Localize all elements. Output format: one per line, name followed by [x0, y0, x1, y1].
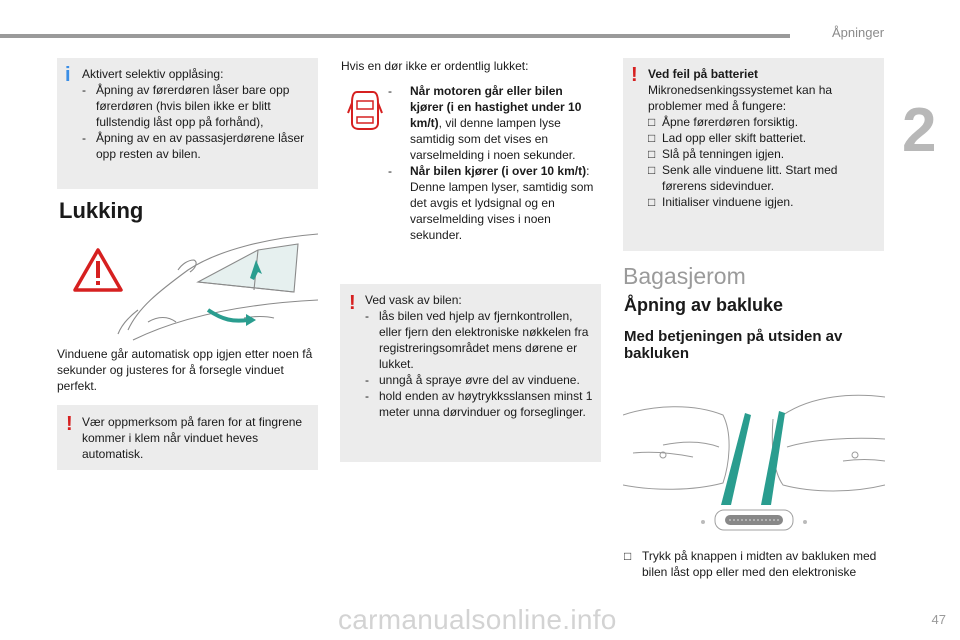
- baklukke-heading: Åpning av bakluke: [624, 295, 784, 315]
- header-rule: [0, 34, 790, 38]
- list-item: - Åpning av en av passasjerdørene låser opp resten av bilen.: [82, 131, 305, 161]
- checkbox-icon: □: [648, 131, 656, 145]
- warning-icon: !: [349, 292, 356, 314]
- pointer-lines: [721, 411, 785, 505]
- info-box-title: Aktivert selektiv opplåsing:: [82, 67, 224, 81]
- window-closing-illustration: [58, 230, 318, 342]
- page-number: 47: [931, 612, 946, 627]
- tailgate-illustration: [623, 375, 885, 540]
- warning-triangle-icon: [75, 250, 121, 290]
- checkbox-icon: □: [624, 549, 632, 563]
- warning-icon: !: [631, 64, 638, 86]
- bagasjerom-heading: Bagasjerom: [623, 263, 746, 289]
- checkbox-icon: □: [648, 195, 656, 209]
- info-box-selective-unlocking: [57, 58, 318, 189]
- warning-box-battery: [623, 58, 884, 251]
- lukking-heading: Lukking: [59, 198, 144, 223]
- checkbox-icon: □: [648, 163, 656, 177]
- list-item: - Når motoren går eller bilen kjører (i en hastighet under 10 km/t), vil denne lampen lyse samtidig som det vises en varselmelding i noen sekunder.: [388, 84, 582, 162]
- list-item: - lås bilen ved hjelp av fjernkontrollen, eller fjern den elektroniske nøkkelen fra registreringsområdet mens dørene er lukket.: [365, 309, 589, 371]
- chapter-number: 2: [902, 96, 937, 165]
- door-intro: Hvis en dør ikke er ordentlig lukket:: [341, 59, 529, 73]
- checkbox-icon: □: [648, 115, 656, 129]
- list-item: □ Lad opp eller skift batteriet.: [648, 131, 807, 145]
- battery-title: Ved feil på batteriet: [648, 67, 759, 81]
- list-item: - hold enden av høytrykksslansen minst 1 meter unna dørvinduer og forseglinger.: [365, 389, 593, 419]
- list-item: □ Initialiser vinduene igjen.: [648, 195, 794, 209]
- arrow-curve-icon: [208, 310, 248, 321]
- list-item: □ Slå på tenningen igjen.: [648, 147, 785, 161]
- lukking-text: Vinduene går automatisk opp igjen etter noen få sekunder og justeres for å forsegle vinduet perfekt.: [57, 347, 313, 393]
- warning-icon: !: [66, 413, 73, 435]
- tailgate-button: [715, 510, 793, 530]
- warning-box-fingers: ! Vær oppmerksom på faren for at fingrene kommer i klem når vinduet heves automatisk.: [57, 405, 318, 470]
- door-warning-list: [388, 83, 598, 243]
- door-open-icon: [347, 89, 383, 131]
- list-item: - Åpning av førerdøren låser bare opp førerdøren (hvis bilen ikke er blitt fullstendig låst opp på forhånd),: [82, 83, 290, 129]
- list-item: - Når bilen kjører (i over 10 km/t): Denne lampen lyser, samtidig som det avgis et lydsignal og en varselmelding vises i noen sekunder.: [388, 164, 594, 242]
- warning-box-car-wash: [340, 284, 601, 462]
- battery-intro: Mikronedsenkingssystemet kan ha problemer med å fungere:: [648, 83, 833, 113]
- list-item: □ Senk alle vinduene litt. Start med førerens sidevinduer.: [648, 163, 838, 193]
- wash-title: Ved vask av bilen:: [365, 293, 462, 307]
- car-door-drawing: [118, 234, 318, 340]
- info-icon: i: [65, 64, 71, 86]
- outside-control-heading: Med betjeningen på utsiden av bakluken: [624, 328, 843, 362]
- list-item: - unngå å spraye øvre del av vinduene.: [365, 373, 580, 387]
- watermark: carmanualsonline.info: [338, 604, 617, 635]
- section-title: Åpninger: [832, 25, 885, 40]
- tailgate-instruction: □ Trykk på knappen i midten av bakluken med bilen låst opp eller med den elektroniske: [624, 549, 877, 579]
- checkbox-icon: □: [648, 147, 656, 161]
- list-item: □ Åpne førerdøren forsiktig.: [648, 115, 799, 129]
